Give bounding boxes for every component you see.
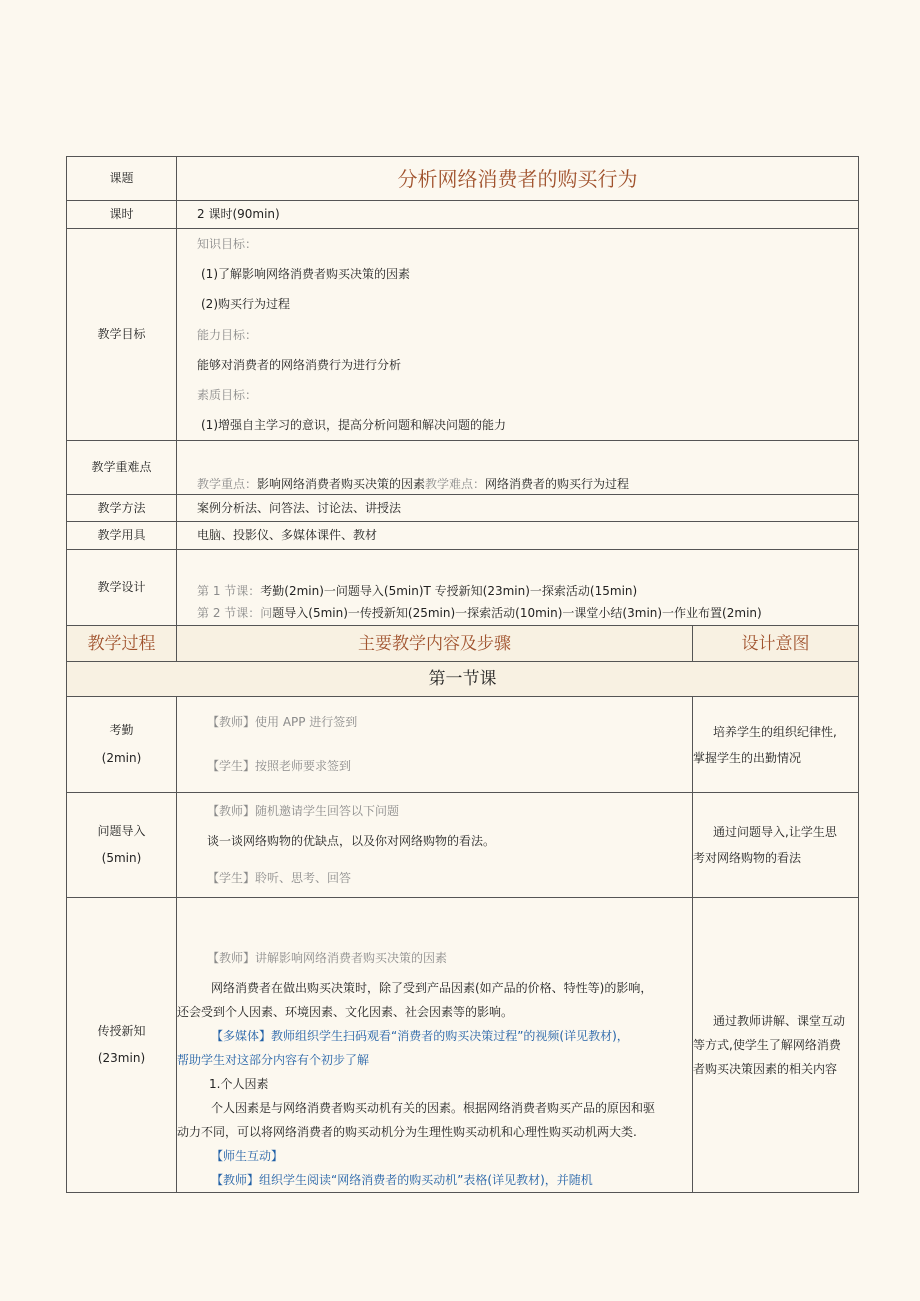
design-row [67, 550, 859, 626]
attendance-intent [693, 697, 859, 793]
methods-text: 案例分析法、问答法、讨论法、讲授法 [177, 495, 859, 522]
lesson2-prefix: 第 2 节课： [197, 606, 261, 621]
intro-row [67, 793, 859, 898]
attendance-intent-line-2: 掌握学生的出勤情况 [693, 750, 802, 765]
section-row [67, 662, 859, 697]
nk-para2-b: 动力不同，可以将网络消费者的购买动机分为生理性购买动机和心理性购买动机两大类. [177, 1125, 637, 1140]
nk-media-b: 帮助学生对这部分内容有个初步了解 [177, 1053, 370, 1068]
new-knowledge-row [67, 898, 859, 1193]
nk-teacher2: 【教师】组织学生阅读“网络消费者的购买动机”表格(详见教材)，并随机 [211, 1173, 593, 1188]
intro-teacher: 【教师】随机邀请学生回答以下问题 [207, 804, 400, 819]
objectives-label: 教学目标 [67, 229, 177, 441]
quality-item: (1)增强自主学习的意识，提高分析问题和解决问题的能力 [201, 418, 507, 433]
lesson-title: 分析网络消费者的购买行为 [177, 157, 859, 201]
objectives-row [67, 229, 859, 441]
new-knowledge-intent [693, 898, 859, 1193]
topic-row [67, 157, 859, 201]
process-header-col1: 教学过程 [67, 626, 177, 662]
intro-intent-line-1: 通过问题导入,让学生思 [713, 825, 837, 840]
ability-heading: 能力目标： [197, 327, 258, 342]
knowledge-item-1: (1)了解影响网络消费者购买决策的因素 [201, 267, 410, 282]
nk-intent-line-1: 通过教师讲解、课堂互动 [713, 1014, 846, 1029]
lesson-plan-table [66, 156, 859, 1193]
design-content: 第 1 节课：考勤(2min)一问题导入(5min)T 专授新知(23min)一探索活动(15min) 第 2 节课：问题导入(5min)一传授新知(25min)一探索活动(10min)一课堂小结(3min)一作业布置(2min) [177, 550, 859, 626]
attendance-intent-line-1: 培养学生的组织纪律性, [713, 724, 837, 739]
attendance-label: 考勤 [109, 723, 134, 738]
new-knowledge-duration: (23min) [97, 1051, 146, 1066]
intro-label: 问题导入 [97, 823, 146, 838]
intro-intent-line-2: 考对网络购物的看法 [693, 851, 802, 866]
ability-item: 能够对消费者的网络消费行为进行分析 [197, 357, 402, 372]
design-label: 教学设计 [67, 550, 177, 626]
difficulty-text: 网络消费者的购买行为过程 [485, 476, 630, 491]
methods-label: 教学方法 [67, 495, 177, 522]
objectives-content [177, 229, 859, 441]
intro-question: 谈一谈网络购物的优缺点，以及你对网络购物的看法。 [207, 833, 496, 848]
process-header-col3: 设计意图 [693, 626, 859, 662]
nk-para1-b: 还会受到个人因素、环境因素、文化因素、社会因素等的影响。 [177, 1005, 514, 1020]
knowledge-item-2: (2)购买行为过程 [201, 297, 290, 312]
quality-heading: 素质目标： [197, 388, 258, 403]
tools-row [67, 522, 859, 550]
lesson2-text: 题导入(5min)一传授新知(25min)一探索活动(10min)一课堂小结(3min)一作业布置(2min) [272, 606, 762, 621]
nk-media-a: 【多媒体】教师组织学生扫码观看“消费者的购买决策过程”的视频(详见教材)， [211, 1029, 629, 1044]
nk-intent-line-2: 等方式,使学生了解网络消费 [693, 1038, 841, 1053]
nk-para1-a: 网络消费者在做出购买决策时，除了受到产品因素(如产品的价格、特性等)的影响， [211, 981, 653, 996]
attendance-teacher: 【教师】使用 APP 进行签到 [207, 715, 358, 730]
knowledge-heading: 知识目标： [197, 237, 258, 251]
intro-label-cell [67, 793, 177, 898]
hours-label: 课时 [67, 201, 177, 229]
new-knowledge-label-cell [67, 898, 177, 1193]
section-title: 第一节课 [67, 662, 859, 697]
intro-content [177, 793, 693, 898]
lesson1-prefix: 第 1 节课： [197, 584, 261, 599]
intro-student: 【学生】聆听、思考、回答 [207, 871, 352, 886]
key-prefix: 教学重点： [197, 476, 258, 491]
attendance-content [177, 697, 693, 793]
nk-teacher: 【教师】讲解影响网络消费者购买决策的因素 [207, 951, 448, 966]
topic-label: 课题 [67, 157, 177, 201]
attendance-student: 【学生】按照老师要求签到 [207, 758, 352, 773]
keypoints-label: 教学重难点 [67, 441, 177, 495]
new-knowledge-label: 传授新知 [97, 1023, 146, 1038]
keypoints-content [177, 441, 859, 495]
methods-row [67, 495, 859, 522]
hours-row [67, 201, 859, 229]
nk-intent-line-3: 者购买决策因素的相关内容 [693, 1062, 838, 1077]
process-header-row [67, 626, 859, 662]
keypoints-row [67, 441, 859, 495]
new-knowledge-content [177, 898, 693, 1193]
lesson1-text: 考勤(2min)一问题导入(5min)T 专授新知(23min)一探索活动(15min) [260, 584, 638, 599]
nk-item1: 1.个人因素 [209, 1077, 269, 1092]
difficulty-prefix: 教学难点： [425, 476, 486, 491]
attendance-duration: (2min) [101, 750, 142, 765]
attendance-label-cell [67, 697, 177, 793]
intro-duration: (5min) [101, 851, 142, 866]
attendance-row [67, 697, 859, 793]
hours-value: 2 课时(90min) [177, 201, 859, 229]
nk-interaction: 【师生互动】 [211, 1149, 284, 1164]
tools-text: 电脑、投影仪、多媒体课件、教材 [177, 522, 859, 550]
process-header-col2: 主要教学内容及步骤 [177, 626, 693, 662]
intro-intent [693, 793, 859, 898]
key-text: 影响网络消费者购买决策的因素 [257, 476, 426, 491]
nk-para2-a: 个人因素是与网络消费者购买动机有关的因素。根据网络消费者购买产品的原因和驱 [211, 1101, 656, 1116]
tools-label: 教学用具 [67, 522, 177, 550]
